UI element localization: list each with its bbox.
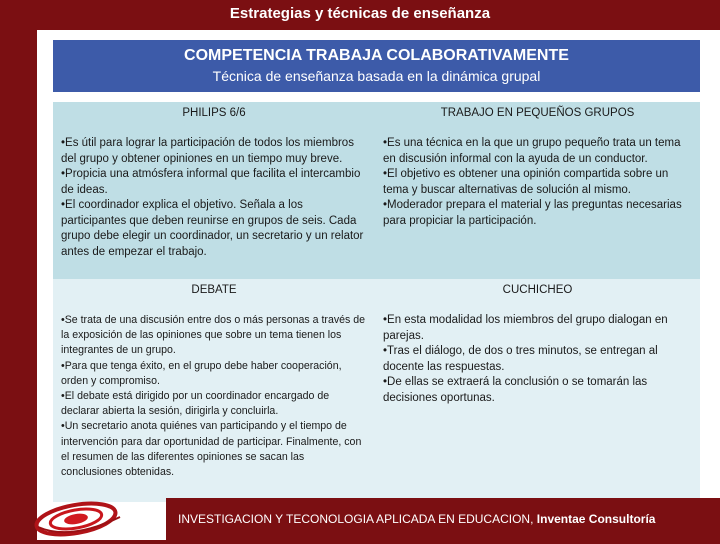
philips-body	[53, 124, 375, 279]
small-groups-item: •El objetivo es obtener una opinión compartida sobre un tema y buscar alternativas de solución al mismo.	[383, 168, 669, 196]
debate-body	[53, 301, 375, 502]
cuchicheo-item: •De ellas se extraerá la conclusión o se tomarán las decisiones oportunas.	[383, 376, 648, 404]
footer-org: Inventae Consultoría	[536, 512, 656, 526]
page-title: Estrategias y técnicas de enseñanza	[229, 5, 491, 22]
competency-title: COMPETENCIA TRABAJA COLABORATIVAMENTE	[184, 47, 569, 64]
small-groups-item: •Es una técnica en la que un grupo pequeño trata un tema en discusión informal con la ayuda de un conductor.	[383, 137, 681, 165]
small-groups-item: •Moderador prepara el material y las preguntas necesarias para propiciar la participación.	[383, 199, 682, 227]
footer-text: INVESTIGACION Y TECONOLOGIA APLICADA EN EDUCACION,	[178, 512, 534, 526]
debate-item: •Para que tenga éxito, en el grupo debe haber cooperación, orden y compromiso.	[61, 359, 342, 387]
philips-item: •Es útil para lograr la participación de todos los miembros del grupo y obtener opiniones en un tiempo muy breve.	[61, 137, 354, 165]
techniques-table	[53, 102, 700, 502]
debate-item: •Un secretario anota quiénes van participando y el tiempo de intervención para dar oportunidad de participar. Finalmente, con el resumen de las diferentes opiniones se sacan las conclusiones obtenidas.	[61, 420, 362, 479]
cuchicheo-item: •Tras el diálogo, de dos o tres minutos, se entregan al docente las respuestas.	[383, 345, 658, 373]
cuchicheo-header: CUCHICHEO	[375, 279, 700, 301]
competency-header	[53, 40, 700, 92]
debate-item: •Se trata de una discusión entre dos o más personas a través de la exposición de las opiniones que sobre un tema tienen los integrantes de un grupo.	[61, 314, 366, 357]
footer-bar	[166, 498, 720, 540]
debate-item: •El debate está dirigido por un coordinador encargado de declarar abierta la sesión, dirigirla y concluirla.	[61, 390, 330, 418]
small-groups-body	[375, 124, 700, 279]
small-groups-header: TRABAJO EN PEQUEÑOS GRUPOS	[375, 102, 700, 124]
cuchicheo-item: •En esta modalidad los miembros del grupo dialogan en parejas.	[383, 314, 668, 342]
slide-content	[37, 30, 720, 540]
debate-header: DEBATE	[53, 279, 375, 301]
philips-item: •El coordinador explica el objetivo. Señala a los participantes que deben reunirse en grupos de seis. Cada grupo debe elegir un coordinador, un secretario y un relator antes de empezar el trabajo.	[61, 199, 364, 258]
competency-subtitle: Técnica de enseñanza basada en la dinámica grupal	[212, 68, 541, 84]
red-swirl-logo-icon	[30, 497, 140, 539]
cuchicheo-body	[375, 301, 700, 502]
philips-item: •Propicia una atmósfera informal que facilita el intercambio de ideas.	[61, 168, 361, 196]
philips-header: PHILIPS 6/6	[53, 102, 375, 124]
